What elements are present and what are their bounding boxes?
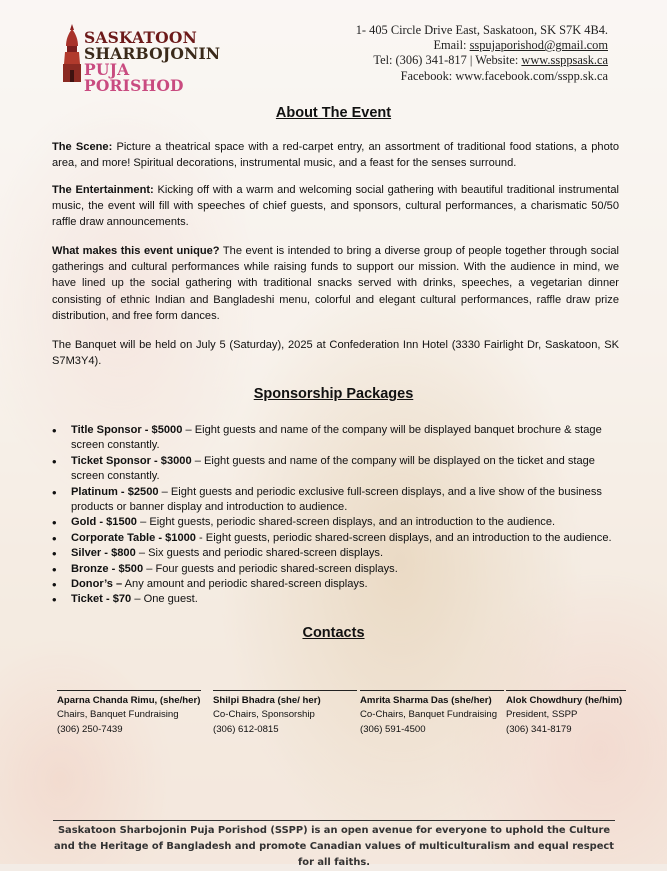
address: 1- 405 Circle Drive East, Saskatoon, SK S7K 4B4.	[355, 23, 608, 37]
website-link[interactable]: www.ssppsask.ca	[521, 53, 608, 68]
package-desc: - Eight guests, periodic shared-screen displays, and an introduction to the audience.	[195, 531, 612, 544]
contact-card	[506, 690, 626, 737]
contact-phone: (306) 250-7439	[57, 723, 123, 735]
contact-name: Amrita Sharma Das (she/her)	[360, 695, 492, 706]
logo-line-3: PUJA PORISHOD	[84, 60, 184, 95]
contact-name: Aparna Chanda Rimu, (she/her)	[57, 695, 201, 706]
package-item	[52, 562, 619, 577]
email-line	[356, 38, 608, 53]
footer-mission-statement: Saskatoon Sharbojonin Puja Porishod (SSPP) is an open avenue for everyone to uphold the Culture and the Heritage of Bangladesh and promote Canadian values of multiculturalism and equal respect for all faiths.	[54, 825, 614, 868]
package-name: Platinum - $2500	[71, 485, 159, 498]
entertainment-text: Kicking off with a warm and welcoming social gathering with beautiful traditional instrumental music, the event will fill with speeches of chief guests, and sponsors, cultural performances, a charismatic 50/50 raffle draw announcements.	[52, 184, 619, 229]
contact-role: President, SSPP	[506, 709, 578, 721]
logo-line-2: SHARBOJONIN	[84, 44, 221, 63]
contact-role: Chairs, Banquet Fundraising	[57, 709, 179, 721]
contact-card	[213, 690, 357, 737]
package-name: Ticket - $70	[71, 593, 132, 606]
unique-paragraph	[52, 243, 619, 324]
package-item	[52, 546, 619, 561]
venue-paragraph: The Banquet will be held on July 5 (Saturday), 2025 at Confederation Inn Hotel (3330 Fairlight Dr, Saskatoon, SK S7M3Y4).	[52, 339, 619, 368]
package-desc: – Four guests and periodic shared-screen displays.	[143, 562, 398, 575]
package-desc: – One guest.	[131, 593, 198, 606]
scene-text: Picture a theatrical space with a red-carpet entry, an assortment of traditional food stations, a photo area, and more! Spiritual decorations, instrumental music, and a feast for the senses surround.	[52, 141, 620, 170]
package-item	[52, 515, 619, 530]
package-item	[52, 485, 619, 516]
entertainment-label: The Entertainment:	[52, 184, 154, 196]
package-name: Bronze - $500	[71, 562, 144, 575]
unique-label: What makes this event unique?	[52, 245, 220, 257]
contact-card	[360, 690, 504, 737]
contact-role: Co-Chairs, Banquet Fundraising	[360, 709, 498, 721]
package-name: Corporate Table - $1000	[71, 531, 196, 544]
package-desc: – Eight guests and periodic exclusive full-screen displays, and a live show of the business products or banner display and introduction to audience.	[71, 485, 602, 514]
package-name: Donor’s –	[71, 578, 123, 591]
email-link[interactable]: sspujaporishod@gmail.com	[469, 38, 608, 53]
tel-website-line	[356, 53, 608, 68]
scene-paragraph	[52, 139, 619, 171]
package-desc: – Eight guests, periodic shared-screen displays, and an introduction to the audience.	[136, 516, 556, 529]
about-title: About The Event	[275, 105, 392, 121]
package-name: Gold - $1500	[71, 516, 137, 529]
contact-role: Co-Chairs, Sponsorship	[213, 709, 315, 721]
footer-divider	[53, 820, 615, 821]
package-desc: – Six guests and periodic shared-screen displays.	[135, 547, 384, 560]
entertainment-paragraph	[52, 182, 619, 231]
package-name: Title Sponsor - $5000	[71, 424, 183, 436]
contact-card	[57, 690, 201, 737]
temple-icon	[62, 24, 82, 82]
package-item	[52, 531, 619, 546]
package-item	[52, 423, 619, 454]
contacts-title: Contacts	[302, 625, 365, 641]
contact-phone: (306) 591-4500	[360, 723, 426, 735]
unique-text: The event is intended to bring a diverse group of people together through social gatherings and cultural performances while raising funds to support our mission. With the audience in mind, we have lined up the social gathering with traditional snacks served with drinks, speeches, a vegetarian dinner consisting of ethnic Indian and Bangladeshi menu, colorful and elegant cultural performances, raffle draw prize distribution, and free form dances.	[52, 245, 619, 322]
contact-name: Alok Chowdhury (he/him)	[506, 695, 623, 706]
sspp-logo	[62, 18, 221, 95]
package-name: Silver - $800	[71, 547, 136, 560]
package-item	[52, 577, 619, 592]
package-desc: – Eight guests and name of the company will be displayed banquet brochure & stage screen constantly.	[71, 424, 602, 452]
header-contact-info	[356, 23, 608, 84]
package-name: Ticket Sponsor - $3000	[71, 454, 192, 467]
sponsorship-package-list	[52, 423, 619, 608]
package-item	[52, 454, 619, 485]
package-desc: Any amount and periodic shared-screen displays.	[122, 578, 368, 591]
contacts-row	[57, 690, 627, 736]
sponsorship-title: Sponsorship Packages	[253, 386, 414, 402]
contact-phone: (306) 341-8179	[506, 723, 572, 735]
scene-label: The Scene:	[52, 141, 113, 153]
facebook-line: Facebook: www.facebook.com/sspp.sk.ca	[400, 68, 608, 83]
package-desc: – Eight guests and name of the company will be displayed on the ticket and stage screen constantly.	[71, 454, 595, 483]
package-item	[52, 592, 619, 607]
contact-name: Shilpi Bhadra (she/ her)	[213, 695, 321, 706]
tel-label: Tel: (306) 341-817 | Website:	[373, 53, 522, 68]
logo-wordmark	[84, 30, 220, 94]
logo-line-1: SASKATOON	[84, 28, 197, 47]
contact-phone: (306) 612-0815	[213, 723, 279, 735]
email-label: Email:	[433, 38, 470, 53]
